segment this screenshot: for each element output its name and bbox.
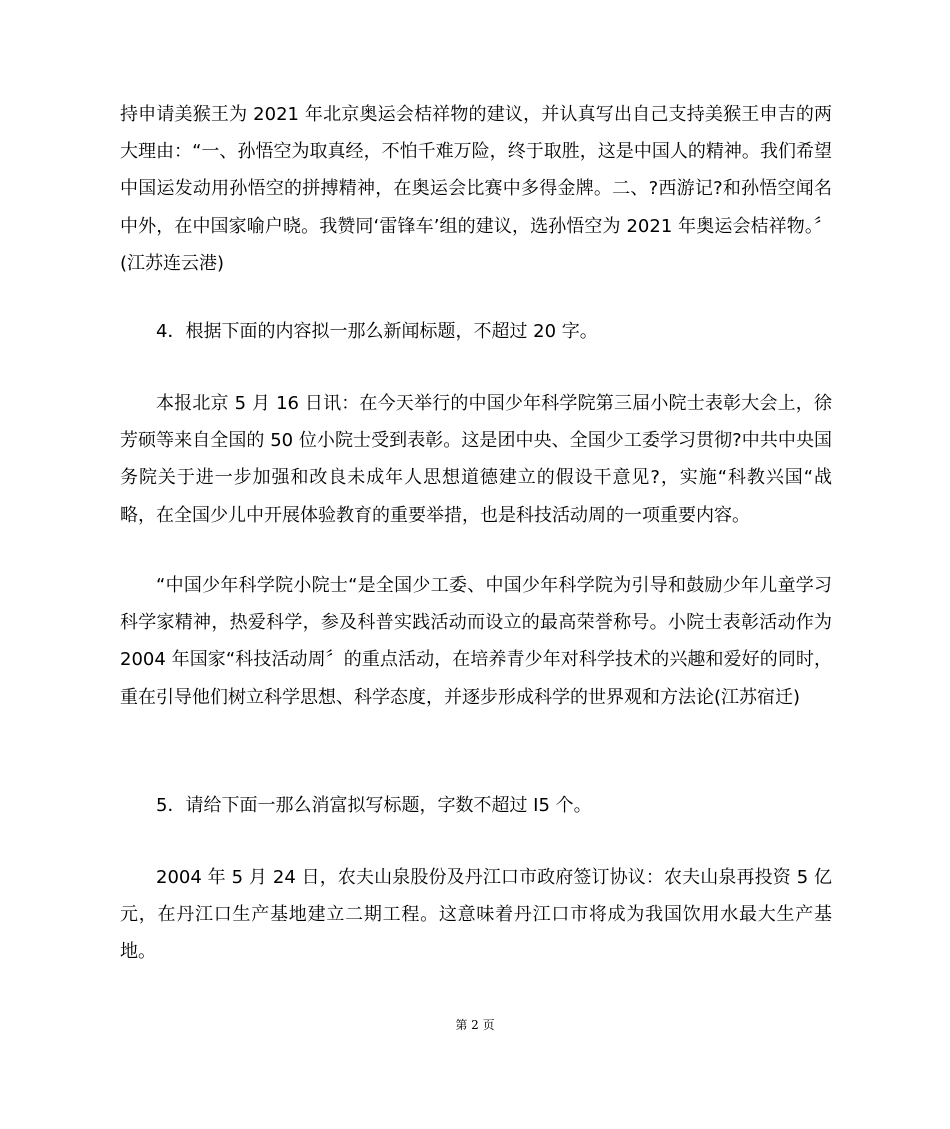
question-5: 5．请给下面一那么消富拟写标题，字数不超过 I5 个。	[156, 795, 592, 816]
question-4: 4．根据下面的内容拟一那么新闻标题，不超过 20 字。	[156, 321, 598, 342]
page-number: 第 2 页	[455, 1018, 495, 1032]
paragraph-news-academy: 本报北京 5 月 16 日讯：在今天举行的中国少年科学院第三届小院士表彰大会上，徐芳硕等来自全国的 50 位小院士受到表彰。这是团中央、全国少工委学习贯彻?中共中央国务院关于进一步加强和改良未成年人思想道德建立的假设干意见?，实施“科教兴国“战略，在全国少儿中开展体验教育的重要举措，也是科技活动周的一项重要内容。	[120, 393, 832, 526]
paragraph-nongfu-spring: 2004 年 5 月 24 日，农夫山泉股份及丹江口市政府签订协议：农夫山泉再投资 5 亿元，在丹江口生产基地建立二期工程。这意味着丹江口市将成为我国饮用水最大生产基地。	[120, 867, 832, 963]
paragraph-mascot-proposal: 持申请美猴王为 2021 年北京奥运会桔祥物的建议，并认真写出自己支持美猴王申吉的两大理由：“一、孙悟空为取真经，不怕千难万险，终于取胜，这是中国人的精神。我们希望中国运发动用孙悟空的拼搏精神，在奥运会比赛中多得金牌。二、?西游记?和孙悟空闻名中外，在中国家喻户晓。我赞同‘雷锋车’组的建议，选孙悟空为 2021 年奥运会桔祥物。〞(江苏连云港)	[120, 104, 832, 274]
paragraph-academician-title: “中国少年科学院小院士“是全国少工委、中国少年科学院为引导和鼓励少年儿童学习科学家精神，热爱科学，参及科普实践活动而设立的最高荣誉称号。小院士表彰活动作为 2004 年国家“科技活动周〞的重点活动，在培养青少年对科学技术的兴趣和爱好的同时，重在引导他们树立科学思想、科学态度，并逐步形成科学的世界观和方法论(江苏宿迁)	[120, 575, 832, 708]
